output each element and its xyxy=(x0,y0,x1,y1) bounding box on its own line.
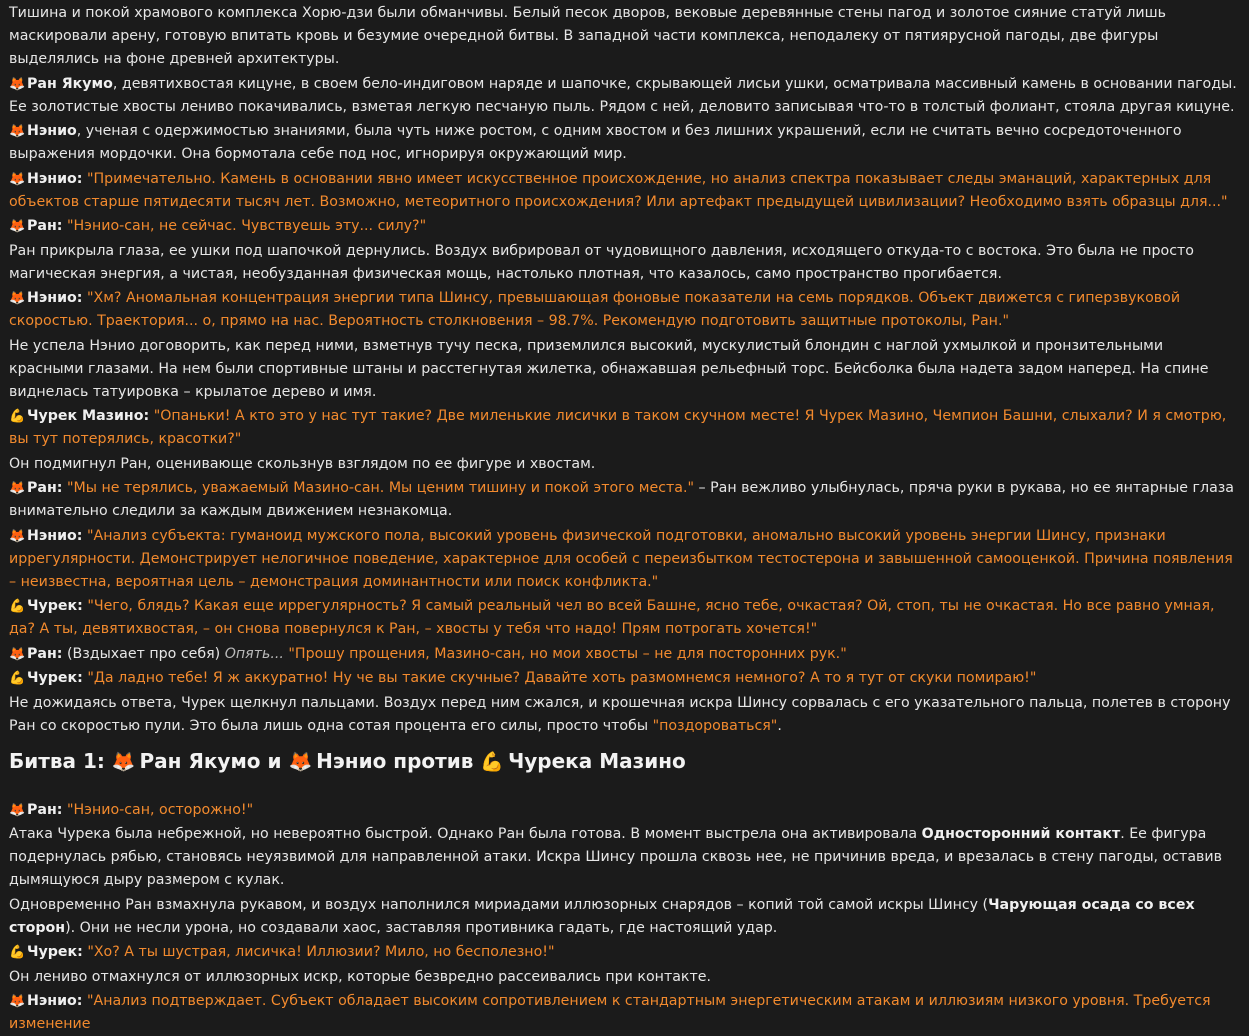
fox-icon: 🦊 xyxy=(289,747,313,777)
speaker-name: Чурек: xyxy=(27,670,83,686)
dialogue-quote: "Нэнио-сан, осторожно!" xyxy=(67,802,253,818)
flexed-bicep-icon: 💪 xyxy=(480,747,504,777)
dialogue-quote: "Прошу прощения, Мазино-сан, но мои хвосты – не для посторонних рук." xyxy=(288,646,846,662)
ability-name: Чарующая осада со всех сторон xyxy=(9,897,1195,936)
dialogue-quote: "Чего, блядь? Какая еще иррегулярность? Я самый реальный чел во всей Башне, ясно тебе, очкастая? Ой, стоп, ты не очкастая. Но все равно умная, да? А ты, девятихвостая, – он снова повернулся к Ран, – хвосты у тебя что надо! Прям потрогать хочется!" xyxy=(9,598,1215,637)
fox-icon: 🦊 xyxy=(9,287,27,310)
narration-text: Тишина и покой храмового комплекса Хорю-дзи были обманчивы. Белый песок дворов, вековые деревянные стены пагод и золотое сияние статуй лишь маскировали арену, готовую впитать кровь и безумие очередной битвы. В западной части комплекса, неподалеку от пятиярусной пагоды, две фигуры выделялись на фоне древней архитектуры. xyxy=(9,5,1166,67)
story-part-battle xyxy=(9,799,1240,1036)
narration-text: Атака Чурека была небрежной, но невероятно быстрой. Однако Ран была готова. В момент выстрела она активировала xyxy=(9,826,922,842)
story-paragraph xyxy=(9,120,1240,166)
story-paragraph xyxy=(9,595,1240,641)
inner-thought: Опять... xyxy=(225,646,284,662)
story-paragraph xyxy=(9,990,1240,1036)
speaker-name: Нэнио: xyxy=(27,290,82,306)
narration-text: Он лениво отмахнулся от иллюзорных искр, которые безвредно рассеивались при контакте. xyxy=(9,969,711,985)
fox-icon: 🦊 xyxy=(9,643,27,666)
story-paragraph xyxy=(9,240,1240,286)
speaker-name: Ран: xyxy=(27,480,62,496)
narration-text: , девятихвостая кицуне, в своем бело-индиговом наряде и шапочке, скрывающей лисьи ушки, осматривала массивный камень в основании пагоды. Ее золотистые хвосты лениво покачивались, взметая легкую песчаную пыль. Рядом с ней, деловито записывая что-то в толстый фолиант, стояла другая кицуне. xyxy=(9,76,1237,115)
story-paragraph xyxy=(9,73,1240,119)
fox-icon: 🦊 xyxy=(9,799,27,822)
story-paragraph xyxy=(9,894,1240,940)
story-paragraph xyxy=(9,966,1240,989)
narration-text: Нэнио против xyxy=(316,749,480,773)
story-paragraph xyxy=(9,168,1240,214)
dialogue-quote: "Примечательно. Камень в основании явно имеет искусственное происхождение, но анализ спектра показывает следы эманаций, характерных для объектов старше пятидесяти тысяч лет. Возможно, метеоритного происхождения? Или артефакт предыдущей цивилизации? Необходимо взять образцы для..." xyxy=(9,171,1228,210)
narration-text: (Вздыхает про себя) xyxy=(62,646,224,662)
story-paragraph xyxy=(9,2,1240,71)
narration-text: Ран Якумо и xyxy=(140,749,289,773)
speaker-name: Нэнио: xyxy=(27,993,82,1009)
story-paragraph xyxy=(9,335,1240,404)
narration-text: , ученая с одержимостью знаниями, была чуть ниже ростом, с одним хвостом и без лишних украшений, если не считать вечно сосредоточенного выражения мордочки. Она бормотала себе под нос, игнорируя окружающий мир. xyxy=(9,123,1182,162)
story-paragraph xyxy=(9,287,1240,333)
flexed-bicep-icon: 💪 xyxy=(9,405,27,428)
story-paragraph xyxy=(9,941,1240,964)
narration-text: . Ее фигура подернулась рябью, становясь неуязвимой для направленной атаки. Искра Шинсу прошла сквозь нее, не причинив вреда, и врезалась в стену пагоды, оставив дымящуюся дыру размером с кулак. xyxy=(9,826,1222,888)
speaker-name: Нэнио xyxy=(27,123,77,139)
narration-text: Чурека Мазино xyxy=(508,749,686,773)
narration-text: . xyxy=(777,718,782,734)
story-paragraph xyxy=(9,799,1240,822)
flexed-bicep-icon: 💪 xyxy=(9,595,27,618)
dialogue-quote: "Анализ субъекта: гуманоид мужского пола, высокий уровень физической подготовки, аномально высокий уровень энергии Шинсу, признаки иррегулярности. Демонстрирует нелогичное поведение, характерное для особей с переизбытком тестостерона и завышенной самооценкой. Причина появления – неизвестна, вероятная цель – демонстрация доминантности или поиск конфликта." xyxy=(9,528,1233,590)
speaker-name: Чурек Мазино: xyxy=(27,408,149,424)
dialogue-quote: "Да ладно тебе! Я ж аккуратно! Ну че вы такие скучные? Давайте хоть размомнемся немного? А то я тут от скуки помираю!" xyxy=(87,670,1036,686)
narration-text: Он подмигнул Ран, оценивающе скользнув взглядом по ее фигуре и хвостам. xyxy=(9,456,595,472)
narration-text: – Ран вежливо улыбнулась, пряча руки в рукава, но ее янтарные глаза внимательно следили за каждым движением незнакомца. xyxy=(9,480,1234,519)
speaker-name: Ран: xyxy=(27,802,62,818)
story-paragraph xyxy=(9,453,1240,476)
battle-heading xyxy=(9,746,1240,777)
speaker-name: Ран Якумо xyxy=(27,76,113,92)
fox-icon: 🦊 xyxy=(9,120,27,143)
fox-icon: 🦊 xyxy=(9,525,27,548)
story-part-intro xyxy=(9,2,1240,738)
fox-icon: 🦊 xyxy=(9,73,27,96)
story-paragraph xyxy=(9,405,1240,451)
dialogue-quote: "Хо? А ты шустрая, лисичка! Иллюзии? Мило, но бесполезно!" xyxy=(87,944,554,960)
flexed-bicep-icon: 💪 xyxy=(9,667,27,690)
story-paragraph xyxy=(9,692,1240,738)
speaker-name: Нэнио: xyxy=(27,171,82,187)
narration-text: Ран прикрыла глаза, ее ушки под шапочкой дернулись. Воздух вибрировал от чудовищного давления, исходящего откуда-то с востока. Это была не просто магическая энергия, а чистая, необузданная физическая мощь, настолько плотная, что казалось, само пространство прогибается. xyxy=(9,243,1194,282)
fox-icon: 🦊 xyxy=(9,168,27,191)
dialogue-quote: "Хм? Аномальная концентрация энергии типа Шинсу, превышающая фоновые показатели на семь порядков. Объект движется с гиперзвуковой скоростью. Траектория... о, прямо на нас. Вероятность столкновения – 98.7%. Рекомендую подготовить защитные протоколы, Ран." xyxy=(9,290,1180,329)
fox-icon: 🦊 xyxy=(112,747,136,777)
fox-icon: 🦊 xyxy=(9,477,27,500)
narration-text: ). Они не несли урона, но создавали хаос, заставляя противника гадать, где настоящий удар. xyxy=(65,920,777,936)
narration-text: Битва 1: xyxy=(9,749,112,773)
fox-icon: 🦊 xyxy=(9,990,27,1013)
speaker-name: Чурек: xyxy=(27,598,83,614)
narration-text: Не успела Нэнио договорить, как перед ними, взметнув тучу песка, приземлился высокий, мускулистый блондин с наглой ухмылкой и пронзительными красными глазами. На нем были спортивные штаны и расстегнутая жилетка, обнажавшая рельефный торс. Бейсболка была надета задом наперед. На спине виднелась татуировка – крылатое дерево и имя. xyxy=(9,338,1209,400)
fox-icon: 🦊 xyxy=(9,215,27,238)
story-paragraph xyxy=(9,215,1240,238)
story-paragraph xyxy=(9,823,1240,892)
dialogue-quote: "Опаньки! А кто это у нас тут такие? Две миленькие лисички в таком скучном месте! Я Чурек Мазино, Чемпион Башни, слыхали? И я смотрю, вы тут потерялись, красотки?" xyxy=(9,408,1226,447)
dialogue-quote: "Мы не терялись, уважаемый Мазино-сан. Мы ценим тишину и покой этого места." xyxy=(67,480,694,496)
dialogue-quote: "Нэнио-сан, не сейчас. Чувствуешь эту... силу?" xyxy=(67,218,426,234)
speaker-name: Ран: xyxy=(27,218,62,234)
narration-text: Одновременно Ран взмахнула рукавом, и воздух наполнился мириадами иллюзорных снарядов – копий той самой искры Шинсу ( xyxy=(9,897,988,913)
story-paragraph xyxy=(9,525,1240,594)
flexed-bicep-icon: 💪 xyxy=(9,941,27,964)
narration-text: Не дожидаясь ответа, Чурек щелкнул пальцами. Воздух перед ним сжался, и крошечная искра Шинсу сорвалась с его указательного пальца, полетев в сторону Ран со скоростью пули. Это была лишь одна сотая процента его силы, просто чтобы xyxy=(9,695,1230,734)
ability-name: Односторонний контакт xyxy=(922,826,1121,842)
dialogue-quote: "Анализ подтверждает. Субъект обладает высоким сопротивлением к стандартным энергетическим атакам и иллюзиям низкого уровня. Требуется изменение xyxy=(9,993,1211,1032)
story-paragraph xyxy=(9,667,1240,690)
story-paragraph xyxy=(9,477,1240,523)
speaker-name: Чурек: xyxy=(27,944,83,960)
dialogue-quote: "поздороваться" xyxy=(653,718,778,734)
speaker-name: Ран: xyxy=(27,646,62,662)
speaker-name: Нэнио: xyxy=(27,528,82,544)
story-paragraph xyxy=(9,643,1240,666)
